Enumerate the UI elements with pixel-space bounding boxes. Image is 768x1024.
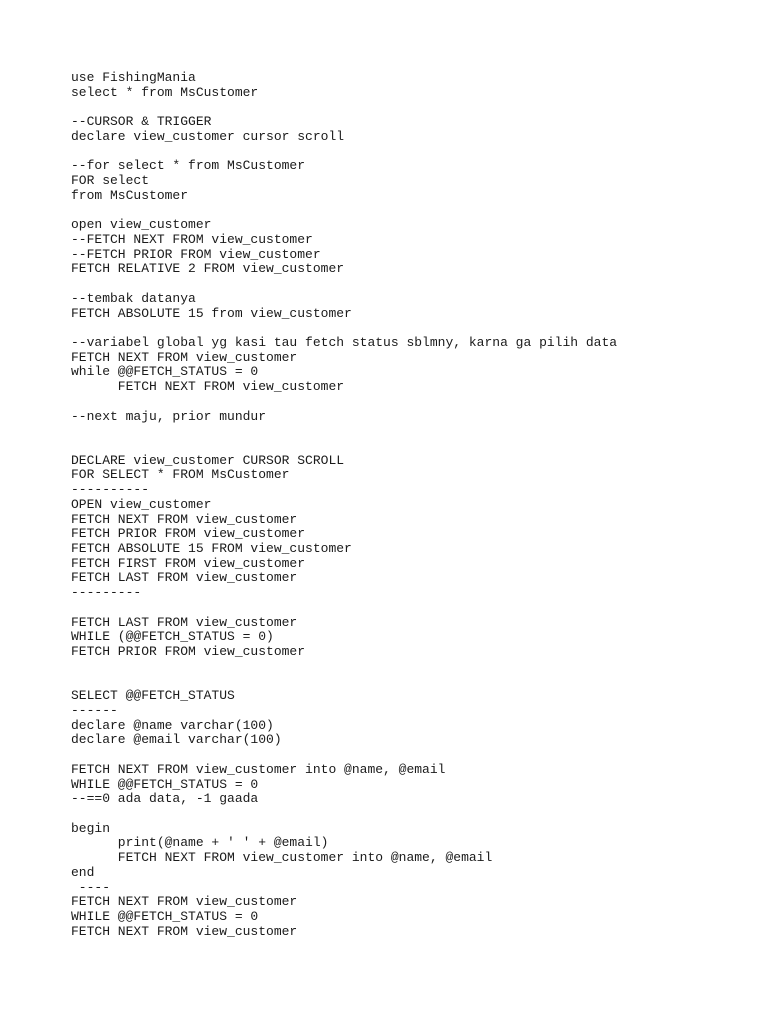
code-line: OPEN view_customer (71, 496, 212, 512)
code-line: ---------- (71, 482, 150, 498)
code-line: DECLARE view_customer CURSOR SCROLL (71, 452, 345, 468)
code-line: ------ (71, 702, 118, 718)
blank-line (71, 321, 751, 336)
blank-line (71, 395, 751, 410)
code-line: FETCH RELATIVE 2 FROM view_customer (71, 261, 345, 277)
code-line: --------- (71, 585, 142, 601)
code-line: WHILE @@FETCH_STATUS = 0 (71, 776, 259, 792)
code-line: FETCH LAST FROM view_customer (71, 570, 298, 586)
code-line: WHILE @@FETCH_STATUS = 0 (71, 908, 259, 924)
code-line: FETCH PRIOR FROM view_customer (71, 644, 306, 660)
code-line: --tembak datanya (71, 290, 196, 306)
code-line: FETCH FIRST FROM view_customer (71, 555, 306, 571)
blank-line (71, 277, 751, 292)
code-line: select * from MsCustomer (71, 84, 259, 100)
blank-line (71, 424, 751, 439)
code-line: open view_customer (71, 217, 212, 233)
code-line: end (71, 864, 95, 880)
code-line: while @@FETCH_STATUS = 0 (71, 364, 259, 380)
blank-line (71, 601, 751, 616)
code-line: ---- (71, 879, 111, 895)
code-line: use FishingMania (71, 70, 196, 85)
code-line: FETCH NEXT FROM view_customer (71, 511, 298, 527)
code-line: WHILE (@@FETCH_STATUS = 0) (71, 629, 274, 645)
code-line: FETCH ABSOLUTE 15 FROM view_customer (71, 541, 352, 556)
code-line: FETCH ABSOLUTE 15 from view_customer (71, 305, 352, 321)
code-line: --==0 ada data, -1 gaada (71, 791, 259, 807)
document-page (71, 71, 751, 939)
code-line: --FETCH NEXT FROM view_customer (71, 231, 313, 247)
code-line: --CURSOR & TRIGGER (71, 114, 212, 130)
blank-line (71, 203, 751, 218)
code-line: FETCH NEXT FROM view_customer (71, 379, 345, 395)
code-line: FETCH NEXT FROM view_customer (71, 923, 298, 939)
code-line: declare view_customer cursor scroll (71, 128, 345, 144)
blank-line (71, 660, 751, 675)
code-line: --for select * from MsCustomer (71, 158, 306, 174)
blank-line (71, 439, 751, 454)
code-line: declare @name varchar(100) (71, 717, 274, 733)
code-line: print(@name + ' ' + @email) (71, 835, 329, 851)
code-line: FETCH PRIOR FROM view_customer (71, 526, 306, 542)
blank-line (71, 100, 751, 115)
blank-line (71, 674, 751, 689)
code-line: FETCH NEXT FROM view_customer (71, 349, 298, 365)
code-line: FETCH LAST FROM view_customer (71, 614, 298, 630)
blank-line (71, 748, 751, 763)
code-line: FOR SELECT * FROM MsCustomer (71, 467, 290, 483)
code-line: SELECT @@FETCH_STATUS (71, 688, 235, 704)
code-line: --variabel global yg kasi tau fetch status sblmny, karna ga pilih data (71, 334, 618, 350)
code-line: --FETCH PRIOR FROM view_customer (71, 246, 321, 262)
blank-line (71, 145, 751, 160)
code-line: --next maju, prior mundur (71, 408, 267, 424)
code-line: FETCH NEXT FROM view_customer into @name, @email (71, 761, 446, 777)
code-line: declare @email varchar(100) (71, 732, 282, 748)
code-line: begin (71, 820, 111, 836)
code-line: FETCH NEXT FROM view_customer (71, 894, 298, 910)
code-line: FETCH NEXT FROM view_customer into @name, @email (71, 850, 493, 866)
blank-line (71, 807, 751, 822)
code-line: FOR select (71, 173, 150, 189)
code-line: from MsCustomer (71, 187, 189, 203)
